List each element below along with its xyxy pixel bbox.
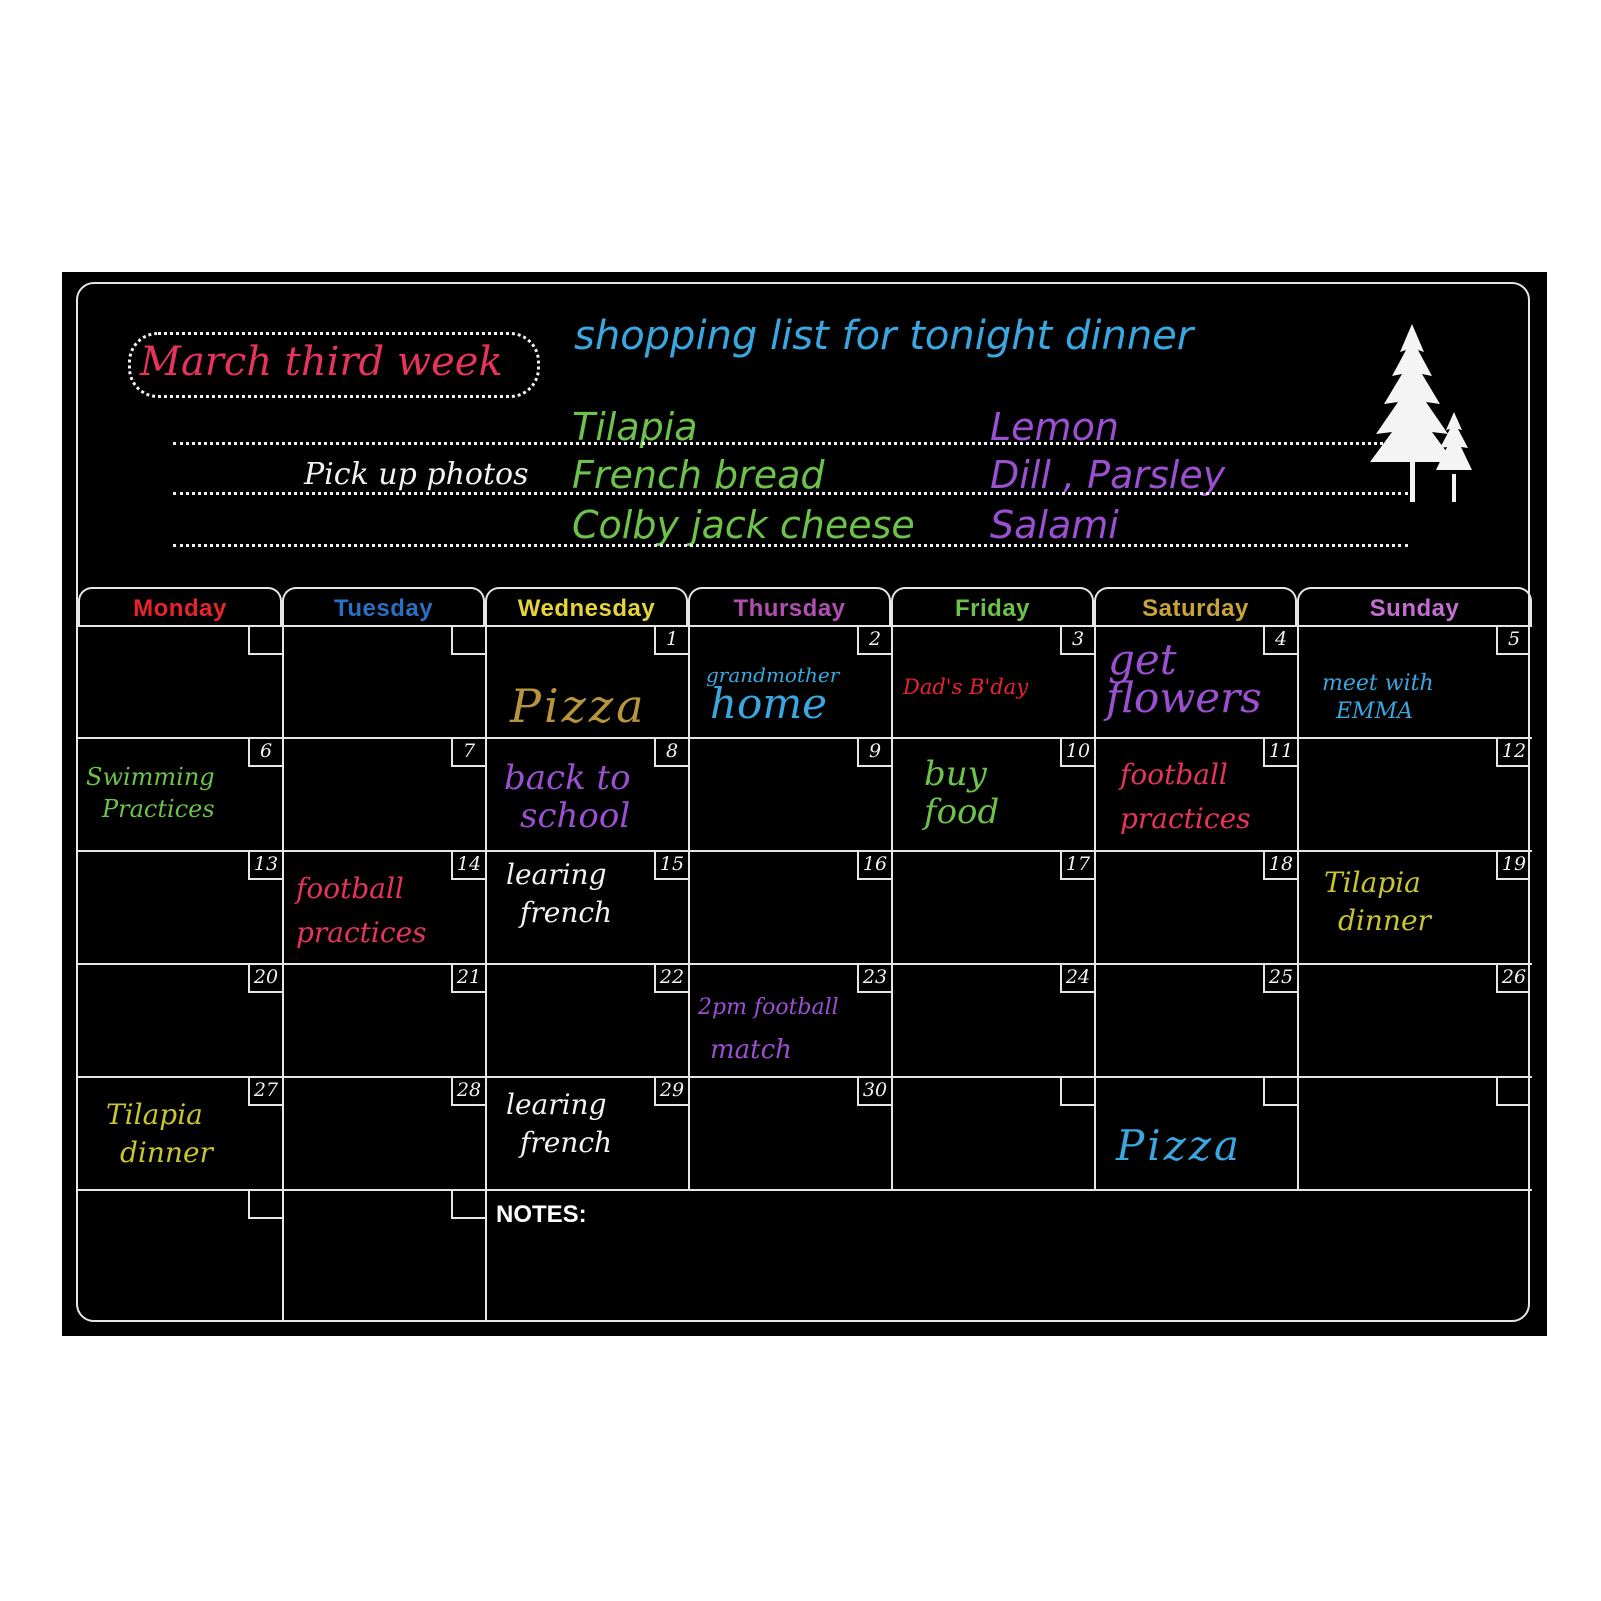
event-text: practices bbox=[296, 916, 427, 949]
date-box: 22 bbox=[654, 963, 688, 993]
date-box: 1 bbox=[654, 625, 688, 655]
shopping-item: Dill , Parsley bbox=[990, 453, 1226, 497]
event-text: Dad's B'day bbox=[903, 675, 1029, 699]
shopping-heading: shopping list for tonight dinner bbox=[574, 313, 1194, 359]
event-text: Pizza bbox=[510, 679, 647, 733]
day-tuesday: Tuesday bbox=[282, 587, 485, 627]
date-box: 17 bbox=[1060, 850, 1094, 880]
event-text: 2pm football bbox=[698, 995, 839, 1020]
event-text: school bbox=[520, 796, 631, 836]
date-box: 25 bbox=[1263, 963, 1297, 993]
date-box: 24 bbox=[1060, 963, 1094, 993]
shopping-item: French bread bbox=[572, 453, 825, 497]
event-text: french bbox=[520, 1126, 613, 1159]
date-box: 3 bbox=[1060, 625, 1094, 655]
date-box: 18 bbox=[1263, 850, 1297, 880]
date-box bbox=[248, 625, 282, 655]
event-text: meet with bbox=[1322, 671, 1434, 696]
date-box bbox=[451, 1189, 485, 1219]
pickup-note: Pick up photos bbox=[304, 457, 529, 492]
date-box: 12 bbox=[1496, 737, 1530, 767]
date-box: 9 bbox=[857, 737, 891, 767]
shopping-item: Salami bbox=[990, 503, 1119, 547]
board-frame bbox=[76, 282, 1530, 1322]
date-box bbox=[451, 625, 485, 655]
day-wednesday: Wednesday bbox=[485, 587, 688, 627]
date-box: 10 bbox=[1060, 737, 1094, 767]
pine-trees-icon bbox=[1370, 324, 1480, 504]
event-text: Practices bbox=[102, 795, 215, 823]
date-box: 7 bbox=[451, 737, 485, 767]
event-text: learing bbox=[506, 1088, 607, 1121]
week-title: March third week bbox=[140, 339, 503, 385]
day-friday: Friday bbox=[891, 587, 1094, 627]
date-box: 20 bbox=[248, 963, 282, 993]
date-box bbox=[1496, 1076, 1530, 1106]
date-box: 26 bbox=[1496, 963, 1530, 993]
date-box: 13 bbox=[248, 850, 282, 880]
event-text: flowers bbox=[1106, 673, 1262, 722]
day-saturday: Saturday bbox=[1094, 587, 1297, 627]
date-box: 23 bbox=[857, 963, 891, 993]
event-text: Tilapia bbox=[1324, 866, 1421, 899]
date-box: 30 bbox=[857, 1076, 891, 1106]
chalkboard-calendar bbox=[62, 272, 1547, 1336]
day-thursday: Thursday bbox=[688, 587, 891, 627]
dotted-rule bbox=[173, 492, 1408, 495]
shopping-item: Lemon bbox=[990, 405, 1119, 449]
event-text: EMMA bbox=[1336, 699, 1413, 724]
date-box: 6 bbox=[248, 737, 282, 767]
event-text: football bbox=[1120, 758, 1228, 791]
date-box: 19 bbox=[1496, 850, 1530, 880]
date-box: 27 bbox=[248, 1076, 282, 1106]
event-text: buy bbox=[924, 754, 987, 794]
date-box bbox=[1060, 1076, 1094, 1106]
date-box: 4 bbox=[1263, 625, 1297, 655]
day-sunday: Sunday bbox=[1297, 587, 1532, 627]
event-text: dinner bbox=[120, 1136, 213, 1169]
event-text: Swimming bbox=[86, 763, 215, 791]
event-text: match bbox=[710, 1035, 792, 1065]
date-box: 2 bbox=[857, 625, 891, 655]
date-box: 21 bbox=[451, 963, 485, 993]
date-box: 11 bbox=[1263, 737, 1297, 767]
shopping-item: Colby jack cheese bbox=[572, 503, 915, 547]
shopping-item: Tilapia bbox=[572, 405, 698, 449]
event-text: grandmother bbox=[706, 663, 840, 687]
event-text: back to bbox=[504, 758, 631, 798]
date-box: 28 bbox=[451, 1076, 485, 1106]
date-box bbox=[1263, 1076, 1297, 1106]
event-text: get bbox=[1108, 635, 1177, 684]
date-box: 8 bbox=[654, 737, 688, 767]
event-text: food bbox=[924, 792, 1000, 832]
date-box: 16 bbox=[857, 850, 891, 880]
event-text: home bbox=[710, 679, 828, 728]
event-text: practices bbox=[1120, 802, 1251, 835]
event-text: learing bbox=[506, 858, 607, 891]
date-box: 5 bbox=[1496, 625, 1530, 655]
date-box: 15 bbox=[654, 850, 688, 880]
day-monday: Monday bbox=[78, 587, 282, 627]
event-text: Tilapia bbox=[106, 1098, 203, 1131]
event-text: french bbox=[520, 896, 613, 929]
event-text: dinner bbox=[1338, 904, 1431, 937]
calendar-grid bbox=[78, 625, 1532, 1322]
event-text: Pizza bbox=[1116, 1121, 1242, 1170]
dotted-rule bbox=[173, 544, 1408, 547]
date-box: 29 bbox=[654, 1076, 688, 1106]
dotted-rule bbox=[173, 442, 1408, 445]
event-text: football bbox=[296, 872, 404, 905]
weekday-header bbox=[78, 587, 1532, 627]
date-box bbox=[248, 1189, 282, 1219]
date-box: 14 bbox=[451, 850, 485, 880]
notes-label: NOTES: bbox=[496, 1201, 587, 1228]
